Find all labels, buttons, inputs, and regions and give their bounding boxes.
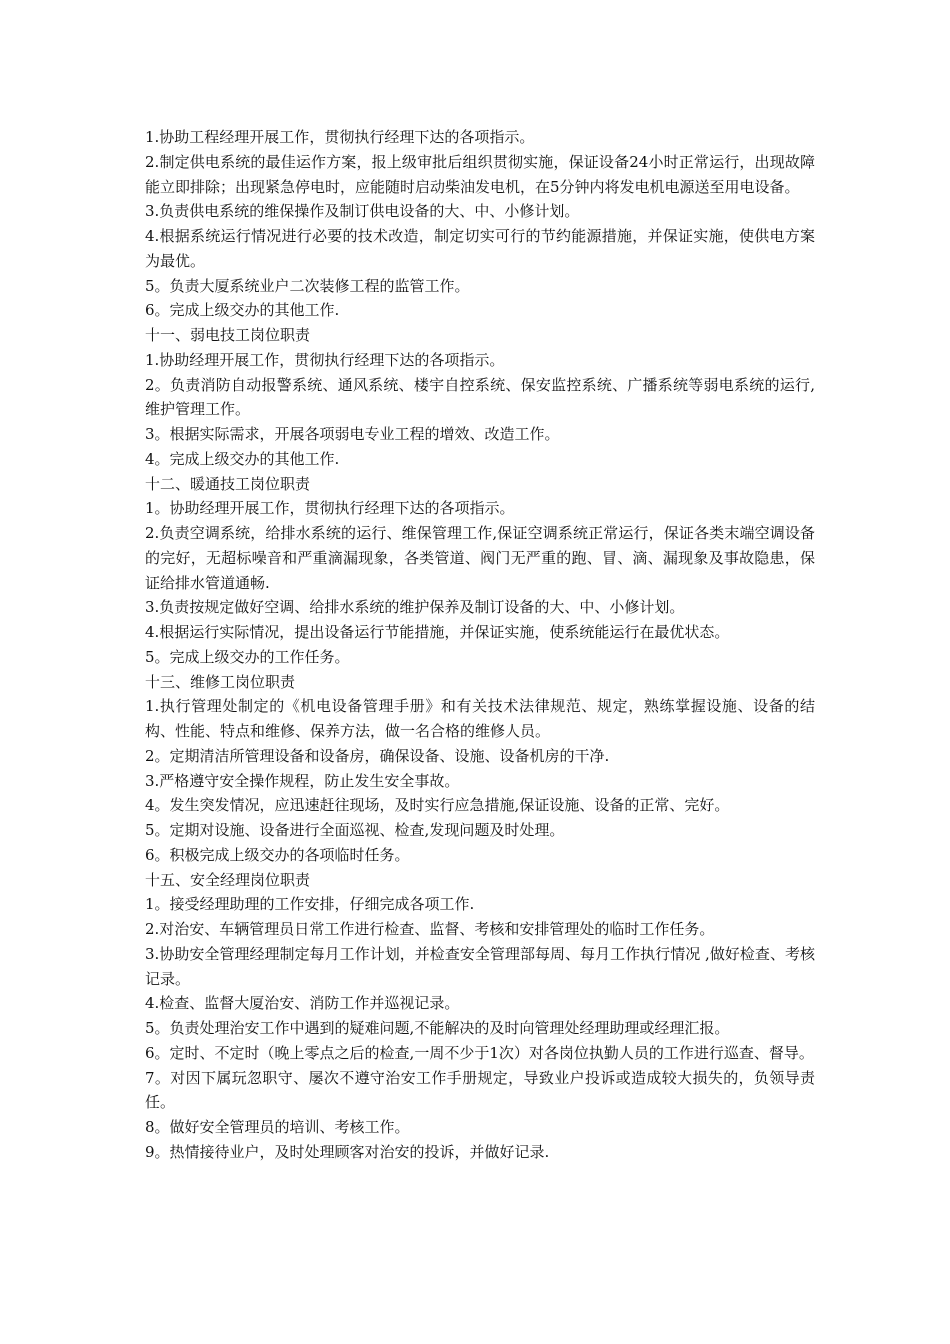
- section-heading: 十一、弱电技工岗位职责: [145, 326, 311, 344]
- duty-item: 5。负责大厦系统业户二次装修工程的监管工作。: [145, 276, 470, 295]
- duty-item: 5。负责处理治安工作中遇到的疑难问题,不能解决的及时向管理处经理助理或经理汇报。: [145, 1019, 730, 1037]
- duty-item: 1。接受经理助理的工作安排，仔细完成各项工作.: [145, 895, 475, 914]
- section-heading: 十二、暖通技工岗位职责: [145, 474, 311, 493]
- duty-item: 3.负责供电系统的维保操作及制订供电设备的大、中、小修计划。: [145, 202, 580, 221]
- duty-item: 4.根据运行实际情况，提出设备运行节能措施，并保证实施，使系统能运行在最优状态。: [145, 623, 730, 641]
- duty-item: 1.执行管理处制定的《机电设备管理手册》和有关技术法律规范、规定，熟练掌握设施、设备的结构、性能、特点和维修、保养方法，做一名合格的维修人员。: [145, 697, 815, 740]
- section-heading: 十五、安全经理岗位职责: [145, 870, 311, 889]
- duty-item: 7。对因下属玩忽职守、屡次不遵守治安工作手册规定，导致业户投诉或造成较大损失的，负领导责任。: [145, 1068, 815, 1112]
- duty-item: 1.协助工程经理开展工作，贯彻执行经理下达的各项指示。: [145, 128, 535, 146]
- duty-item: 2.对治安、车辆管理员日常工作进行检查、监督、考核和安排管理处的临时工作任务。: [145, 920, 715, 938]
- duty-item: 6。完成上级交办的其他工作.: [145, 301, 340, 320]
- duty-item: 6。积极完成上级交办的各项临时任务。: [145, 845, 410, 864]
- duty-item: 5。完成上级交办的工作任务。: [145, 647, 350, 666]
- duty-item: 2.制定供电系统的最佳运作方案，报上级审批后组织贯彻实施，保证设备24小时正常运行，出现故障能立即排除；出现紧急停电时，应能随时启动柴油发电机，在5分钟内将发电机电源送至用电设备。: [145, 152, 815, 196]
- section-heading: 十三、维修工岗位职责: [145, 672, 296, 691]
- duty-item: 2.负责空调系统，给排水系统的运行、维保管理工作,保证空调系统正常运行，保证各类末端空调设备的完好，无超标噪音和严重滴漏现象，各类管道、阀门无严重的跑、冒、滴、漏现象及事故隐患，保证给排水管道通畅.: [145, 524, 815, 592]
- duty-item: 3.负责按规定做好空调、给排水系统的维护保养及制订设备的大、中、小修计划。: [145, 598, 685, 617]
- duty-item: 3.协助安全管理经理制定每月工作计划，并检查安全管理部每周、每月工作执行情况 ,做好检查、考核记录。: [145, 944, 815, 988]
- duty-item: 6。定时、不定时（晚上零点之后的检查,一周不少于1次）对各岗位执勤人员的工作进行巡查、督导。: [145, 1043, 814, 1062]
- duty-item: 3.严格遵守安全操作规程，防止发生安全事故。: [145, 771, 460, 790]
- duty-item: 1。协助经理开展工作，贯彻执行经理下达的各项指示。: [145, 499, 515, 518]
- duty-item: 4.根据系统运行情况进行必要的技术改造，制定切实可行的节约能源措施，并保证实施，使供电方案为最优。: [145, 227, 815, 270]
- duty-item: 4。完成上级交办的其他工作.: [145, 449, 340, 468]
- duty-item: 4.检查、监督大厦治安、消防工作并巡视记录。: [145, 994, 460, 1013]
- duty-item: 5。定期对设施、设备进行全面巡视、检查,发现问题及时处理。: [145, 821, 565, 839]
- duty-item: 1.协助经理开展工作，贯彻执行经理下达的各项指示。: [145, 350, 505, 369]
- duty-item: 8。做好安全管理员的培训、考核工作。: [145, 1118, 410, 1136]
- duty-item: 4。发生突发情况，应迅速赶往现场，及时实行应急措施,保证设施、设备的正常、完好。: [145, 796, 730, 815]
- duty-item: 2。定期清洁所管理设备和设备房，确保设备、设施、设备机房的干净.: [145, 746, 610, 765]
- duty-item: 9。热情接待业户，及时处理顾客对治安的投诉，并做好记录.: [145, 1142, 550, 1161]
- document-body: [145, 125, 815, 1165]
- duty-item: 3。根据实际需求，开展各项弱电专业工程的增效、改造工作。: [145, 425, 560, 443]
- duty-item: 2。负责消防自动报警系统、通风系统、楼宇自控系统、保安监控系统、广播系统等弱电系统的运行,维护管理工作。: [145, 375, 815, 419]
